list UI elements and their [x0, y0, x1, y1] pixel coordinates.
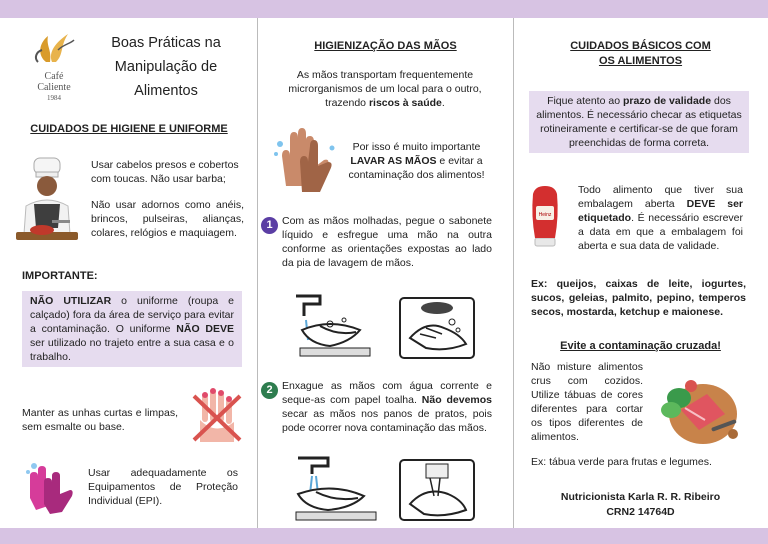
hand-intro-text [280, 68, 490, 110]
nails-icon [188, 386, 246, 444]
title-line-3: Alimentos [134, 83, 198, 99]
section-heading-hygiene: CUIDADOS DE HIGIENE E UNIFORME [30, 123, 228, 135]
chef-illustration [12, 156, 82, 248]
expiry-text-2: dos alimentos. É necessário checar as etiquetas rotineiramente e certificar-se de que foram preenchidas de forma correta. [536, 95, 742, 149]
wash-hands-text [344, 140, 489, 182]
important-text-1: Por isso é muito importante [352, 141, 481, 153]
author-name: Nutricionista Karla R. R. Ribeiro [560, 491, 721, 503]
top-band [0, 0, 768, 18]
opened-text-1: Todo alimento que tiver sua embalagem aberta [578, 184, 743, 210]
dry-hands-illustration [396, 456, 478, 524]
cross-contamination-example: Ex: tábua verde para frutas e legumes. [531, 456, 712, 468]
author-crn: CRN2 14764D [606, 506, 675, 518]
logo-line-1: Café [44, 71, 64, 82]
column-food-care [513, 18, 768, 528]
epi-text: Usar adequadamente os Equipamentos de Proteção Individual (EPI). [88, 467, 238, 507]
opened-text-2: . É necessário escrever a data em que a embalagem foi aberta e sua data de validade. [578, 212, 743, 252]
examples-text: Ex: queijos, caixas de leite, iogurtes, sucos, geleias, palmito, pepino, temperos secos, mostarda, ketchup e maionese. [531, 278, 746, 318]
title-line-1: Boas Práticas na [111, 35, 221, 51]
section-heading-hand-hygiene: HIGIENIZAÇÃO DAS MÃOS [314, 40, 457, 52]
bottle-label: Heinz [538, 212, 552, 218]
rinse-hands-illustration [292, 452, 380, 524]
cross-contamination-text: Não misture alimentos crus com cozidos. Utilize tábuas de cores diferentes para cortar os tipos diferentes de alimentos. [531, 361, 643, 443]
step-2-text-2: secar as mãos nos panos de pratos, pois pode ocorrer nova contaminação das mãos. [282, 408, 492, 434]
column-hygiene-uniform [0, 18, 256, 528]
cross-contamination-heading: Evite a contaminação cruzada! [560, 340, 721, 352]
jewelry-text: Não usar adornos como anéis, brincos, pulseiras, alianças, colares, relógios e maquiagem. [91, 199, 244, 239]
warning-bold-2: NÃO DEVE [176, 323, 234, 335]
hair-text: Usar cabelos presos e cobertos com toucas. Não usar barba; [91, 159, 239, 185]
author-signature [513, 490, 768, 520]
nails-text: Manter as unhas curtas e limpas, sem esmalte ou base. [22, 407, 178, 433]
opened-bold: DEVE ser etiquetado [578, 198, 743, 224]
column-hand-hygiene [257, 18, 514, 528]
gloves-icon [22, 458, 78, 514]
bottom-band [0, 528, 768, 544]
warning-text-2: ser utilizado no trajeto entre a sua casa e o trabalho. [30, 337, 234, 363]
ketchup-bottle-icon [527, 182, 563, 248]
cafe-caliente-logo [22, 26, 86, 106]
important-bold: LAVAR AS MÃOS [350, 155, 437, 167]
scrub-hands-illustration [290, 290, 378, 362]
uniform-warning-box [22, 291, 242, 367]
step-1-badge: 1 [261, 217, 278, 234]
step-2-text-1: Enxague as mãos com água corrente e seque-as com papel toalha. [282, 380, 492, 406]
step-2-badge: 2 [261, 382, 278, 399]
expiry-date-box [529, 91, 749, 153]
step-2-text [282, 379, 492, 435]
food-heading-line-2: OS ALIMENTOS [598, 55, 683, 67]
expiry-text-1: Fique atento ao [547, 95, 623, 107]
cutting-board-icon [655, 364, 743, 450]
food-heading-line-1: CUIDADOS BÁSICOS COM [570, 40, 711, 52]
opened-package-text [578, 183, 743, 253]
logo-year: 1984 [47, 94, 61, 102]
warning-bold-1: NÃO UTILIZAR [30, 295, 112, 307]
intro-text-2: . [441, 97, 445, 109]
warning-text-1: o uniforme (roupa e calçado) fora da área de serviço para evitar a contaminação. O uniforme [30, 295, 234, 335]
step-2-bold: Não devemos [421, 394, 493, 406]
expiry-bold: prazo de validade [622, 95, 712, 107]
rub-hands-illustration [396, 294, 478, 362]
intro-text-1: As mãos transportam frequentemente microrganismos de um local para o outro, trazendo [288, 69, 482, 109]
page-title [96, 31, 236, 103]
title-line-2: Manipulação de [114, 59, 218, 75]
logo-flame-icon [22, 26, 86, 66]
step-1-text: Com as mãos molhadas, pegue o sabonete líquido e esfregue uma mão na outra conforme as orientações expostas ao lado da pia de lavagem de mãos. [282, 215, 492, 269]
intro-bold: riscos à saúde [368, 97, 442, 109]
important-text-2: e evitar a contaminação dos alimentos! [348, 155, 485, 181]
handwashing-icon [272, 126, 338, 198]
logo-line-2: Caliente [37, 82, 71, 93]
important-label: IMPORTANTE: [22, 270, 98, 282]
section-heading-food-care [513, 39, 768, 69]
